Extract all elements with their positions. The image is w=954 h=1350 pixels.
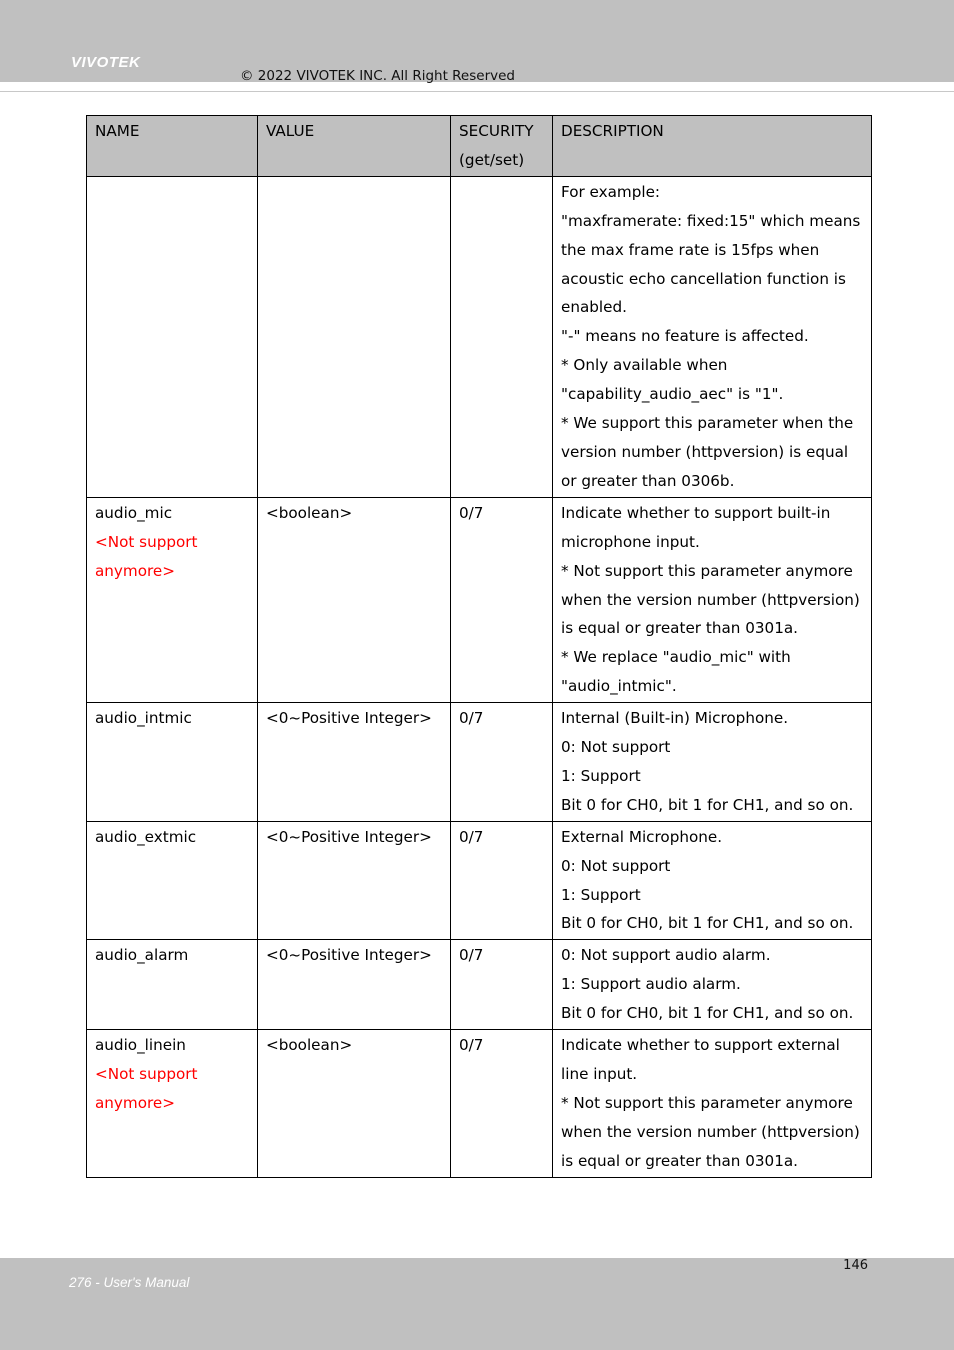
description-line: 0: Not support audio alarm. [561, 946, 771, 965]
parameter-security-cell: 0/7 [451, 821, 553, 940]
description-line: * Not support this parameter anymore when the version number (httpversion) is equal or greater than 0301a. [561, 561, 860, 638]
header-divider [0, 91, 954, 92]
description-line: Internal (Built-in) Microphone. [561, 709, 789, 728]
page-number: 146 [843, 1258, 868, 1273]
parameter-table [86, 115, 872, 1178]
parameter-security-cell [451, 176, 553, 497]
table-header-row [87, 116, 872, 177]
parameter-name-cell [87, 821, 258, 940]
parameter-value-cell: <0~Positive Integer> [258, 703, 451, 822]
description-line: "maxframerate: fixed:15" which means the max frame rate is 15fps when acoustic echo cancellation function is enabled. [561, 211, 861, 317]
description-line: External Microphone. [561, 827, 723, 846]
table-body [87, 176, 872, 1177]
description-line: * We support this parameter when the version number (httpversion) is equal or greater than 0306b. [561, 414, 854, 490]
description-line: * Only available when "capability_audio_aec" is "1". [561, 356, 784, 404]
table-row [87, 497, 872, 702]
description-line: For example: [561, 182, 661, 201]
parameter-name: audio_intmic [95, 709, 192, 728]
parameter-security-cell: 0/7 [451, 1030, 553, 1178]
parameter-name: audio_extmic [95, 827, 197, 846]
column-header-security [451, 116, 553, 177]
parameter-name-cell [87, 1030, 258, 1178]
parameter-value-cell: <0~Positive Integer> [258, 940, 451, 1030]
parameter-name: audio_linein [95, 1036, 186, 1055]
parameter-description-cell [553, 703, 872, 822]
parameter-name-cell [87, 703, 258, 822]
table-row [87, 1030, 872, 1178]
deprecation-note: <Not support [95, 1065, 198, 1083]
description-line: "-" means no feature is affected. [561, 327, 809, 346]
parameter-name-cell [87, 176, 258, 497]
parameter-value-cell [258, 176, 451, 497]
deprecation-note: anymore> [95, 561, 175, 580]
parameter-description-cell [553, 1030, 872, 1178]
table-row [87, 940, 872, 1030]
parameter-description-cell [553, 176, 872, 497]
description-line: * We replace "audio_mic" with "audio_intmic". [561, 648, 791, 696]
description-line: Bit 0 for CH0, bit 1 for CH1, and so on. [561, 1004, 854, 1023]
description-line: Indicate whether to support built-in microphone input. [561, 503, 831, 551]
column-header-security-line: (get/set) [459, 150, 525, 169]
parameter-description-cell [553, 940, 872, 1030]
parameter-name-cell [87, 940, 258, 1030]
column-header-value: VALUE [258, 116, 451, 177]
description-line: 1: Support [561, 766, 641, 785]
parameter-security-cell: 0/7 [451, 703, 553, 822]
parameter-name: audio_alarm [95, 946, 189, 965]
table-row [87, 821, 872, 940]
column-header-description: DESCRIPTION [553, 116, 872, 177]
parameter-name-cell [87, 497, 258, 702]
description-line: Bit 0 for CH0, bit 1 for CH1, and so on. [561, 914, 854, 933]
parameter-value-cell: <boolean> [258, 497, 451, 702]
manual-page-label: 276 - User's Manual [69, 1275, 190, 1290]
parameter-security-cell: 0/7 [451, 940, 553, 1030]
description-line: Indicate whether to support external line input. [561, 1036, 840, 1083]
parameter-description-cell [553, 821, 872, 940]
parameter-value-cell: <0~Positive Integer> [258, 821, 451, 940]
description-line: * Not support this parameter anymore when the version number (httpversion) is equal or greater than 0301a. [561, 1093, 860, 1170]
description-line: Bit 0 for CH0, bit 1 for CH1, and so on. [561, 795, 854, 814]
column-header-security-line: SECURITY [459, 122, 534, 140]
page-footer-band [0, 1258, 954, 1350]
table-row [87, 176, 872, 497]
description-line: 0: Not support [561, 856, 671, 875]
brand-logo-text: VIVOTEK [71, 54, 141, 71]
copyright-notice: © 2022 VIVOTEK INC. All Right Reserved [240, 68, 515, 84]
column-header-name: NAME [87, 116, 258, 177]
parameter-security-cell: 0/7 [451, 497, 553, 702]
description-line: 1: Support audio alarm. [561, 975, 741, 994]
table-row [87, 703, 872, 822]
parameter-name: audio_mic [95, 503, 173, 522]
deprecation-note: anymore> [95, 1093, 175, 1112]
description-line: 0: Not support [561, 738, 671, 757]
parameter-description-cell [553, 497, 872, 702]
parameter-value-cell: <boolean> [258, 1030, 451, 1178]
description-line: 1: Support [561, 885, 641, 904]
deprecation-note: <Not support [95, 532, 198, 551]
